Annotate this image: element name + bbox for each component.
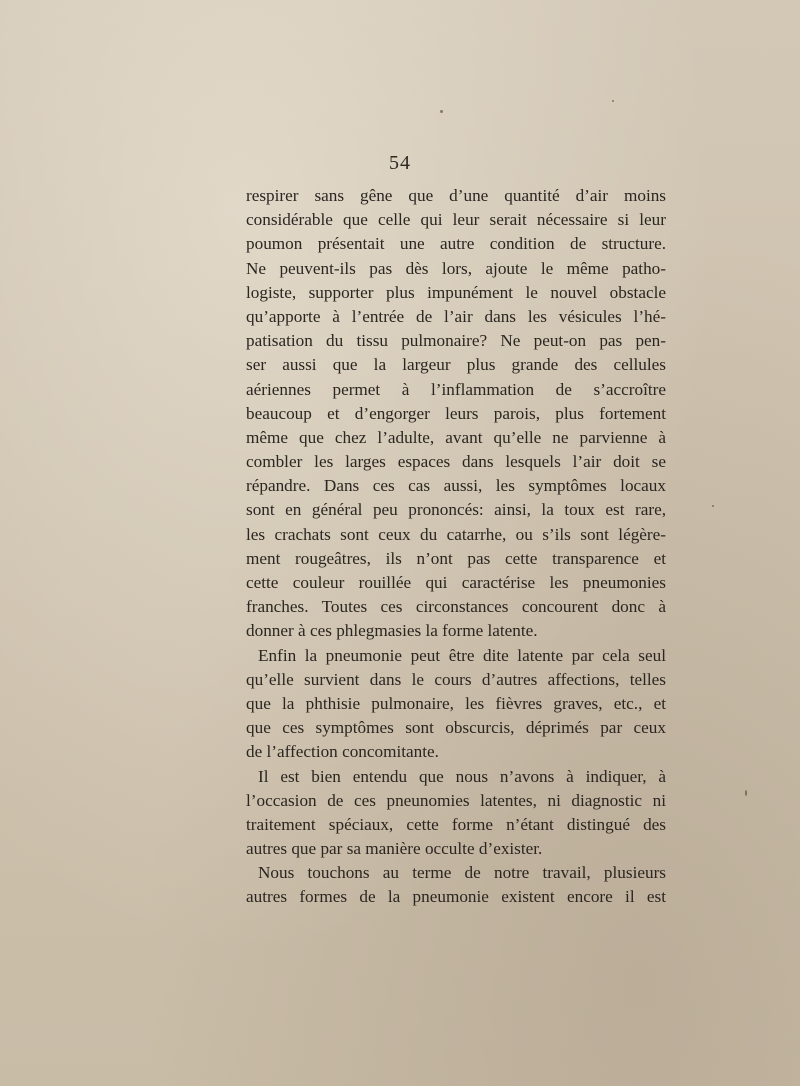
text-line: patisation du tissu pulmonaire? Ne peut-on pas pen- [246, 331, 666, 351]
text-line: Enfin la pneumonie peut être dite latente par cela seul [258, 645, 666, 665]
text-line: qu’apporte à l’entrée de l’air dans les vésicules l’hé- [246, 306, 666, 326]
text-line: l’occasion de ces pneunomies latentes, ni diagnostic ni [246, 790, 666, 810]
text-line: de l’affection concomitante. [246, 742, 439, 762]
text-line: franches. Toutes ces circonstances concourent donc à [246, 597, 666, 617]
text-line: combler les larges espaces dans lesquels l’air doit se [246, 452, 666, 472]
text-line: traitement spéciaux, cette forme n’étant distingué des [246, 814, 666, 834]
text-line: qu’elle survient dans le cours d’autres affections, telles [246, 669, 666, 689]
text-line: logiste, supporter plus impunément le nouvel obstacle [246, 282, 666, 302]
paper-speck [712, 505, 714, 507]
text-line: que ces symptômes sont obscurcis, déprimés par ceux [246, 718, 666, 738]
text-line: ser aussi que la largeur plus grande des cellules [246, 355, 666, 375]
text-line: même que chez l’adulte, avant qu’elle ne parvienne à [246, 427, 666, 447]
text-line: autres que par sa manière occulte d’exister. [246, 839, 543, 859]
text-line: Nous touchons au terme de notre travail, plusieurs [258, 863, 666, 883]
text-line: aériennes permet à l’inflammation de s’accroître [246, 379, 666, 399]
body-text [246, 184, 666, 910]
paper-speck [612, 100, 614, 102]
paper-speck [745, 790, 747, 796]
text-line: Ne peuvent-ils pas dès lors, ajoute le même patho- [246, 258, 666, 278]
text-line: donner à ces phlegmasies la forme latente. [246, 621, 538, 641]
text-line: ment rougeâtres, ils n’ont pas cette transparence et [246, 548, 666, 568]
text-line: Il est bien entendu que nous n’avons à indiquer, à [258, 766, 666, 786]
text-line: sont en général peu prononcés: ainsi, la toux est rare, [246, 500, 666, 520]
text-line: respirer sans gêne que d’une quantité d’air moins [246, 186, 666, 205]
text-line: cette couleur rouillée qui caractérise les pneumonies [246, 573, 666, 592]
text-line: poumon présentait une autre condition de structure. [246, 234, 666, 254]
text-line: beaucoup et d’engorger leurs parois, plus fortement [246, 403, 666, 423]
text-line: les crachats sont ceux du catarrhe, ou s’ils sont légère- [246, 524, 666, 544]
page-number: 54 [389, 152, 411, 174]
text-line: considérable que celle qui leur serait nécessaire si leur [246, 210, 666, 230]
paper-speck [440, 110, 443, 113]
text-line: autres formes de la pneumonie existent encore il est [246, 887, 666, 907]
text-line: que la phthisie pulmonaire, les fièvres graves, etc., et [246, 693, 666, 713]
text-line: répandre. Dans ces cas aussi, les symptômes locaux [246, 476, 666, 496]
